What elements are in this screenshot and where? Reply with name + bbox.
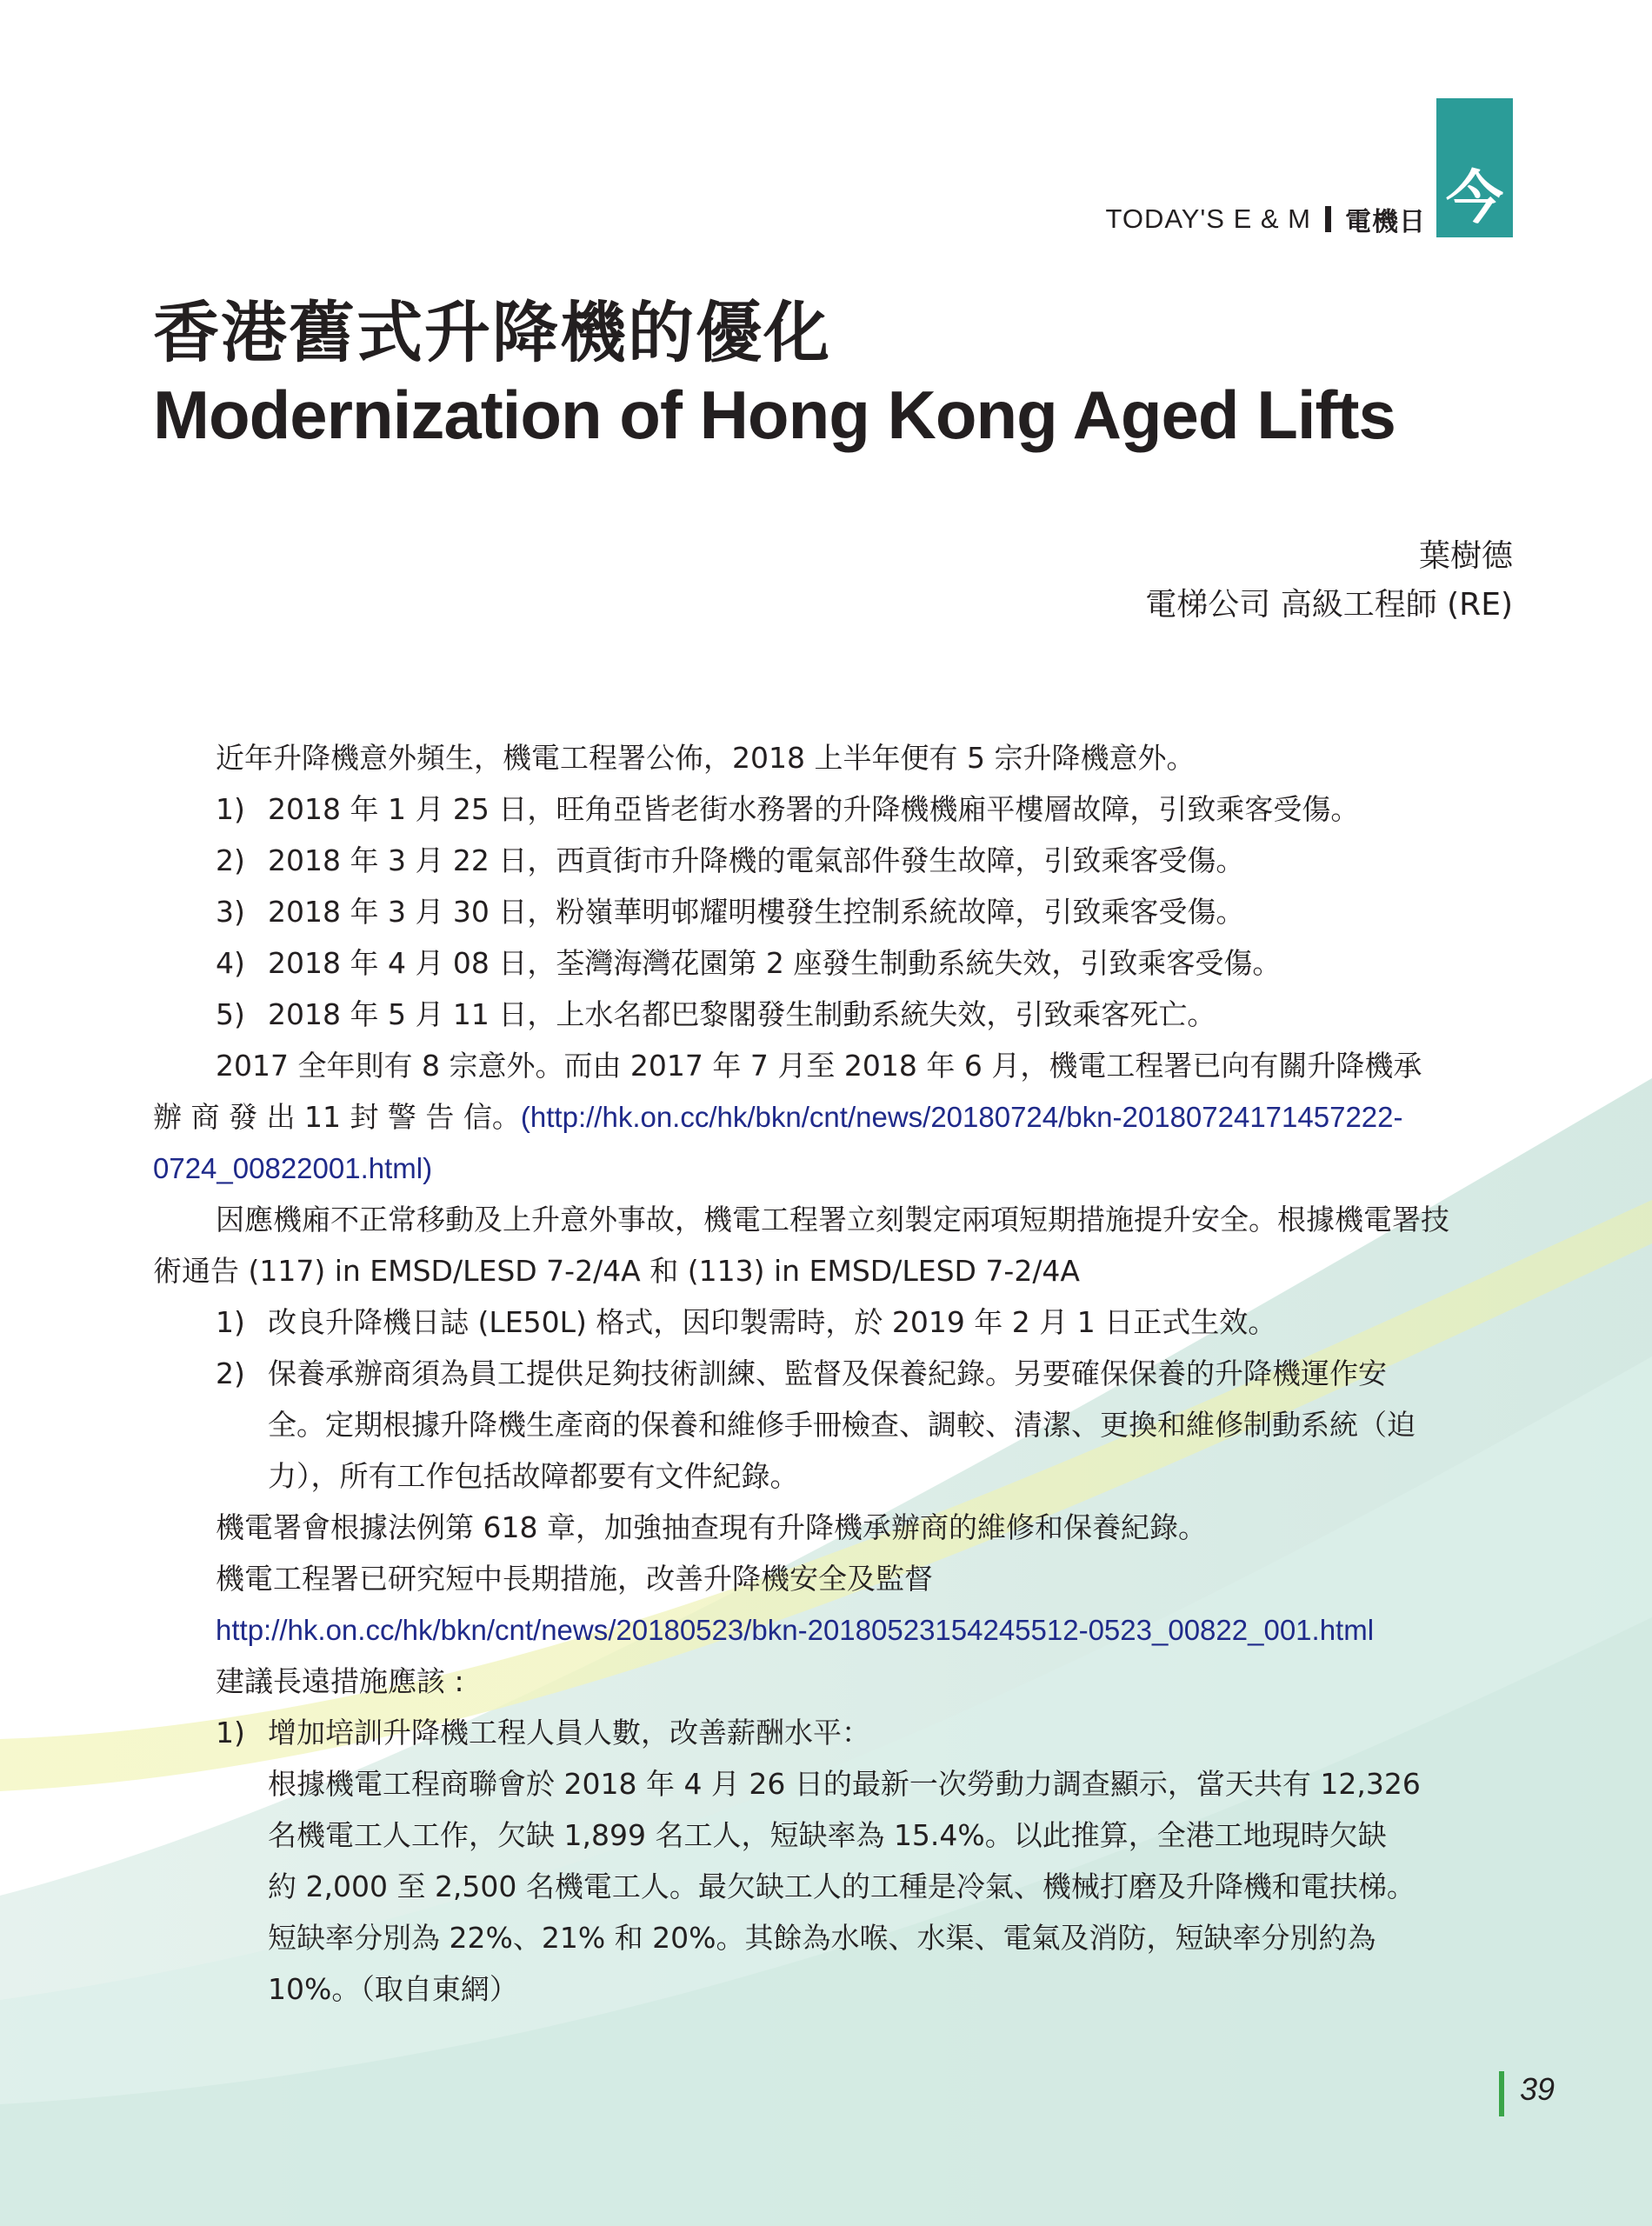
incident-item: 1) 2018 年 1 月 25 日，旺角亞皆老街水務署的升降機機廂平樓層故障，引致乘客受傷。 — [216, 792, 1360, 826]
measure-item: 1) 改良升降機日誌 (LE50L) 格式，因印製需時，於 2019 年 2 月 1 日正式生效。 — [216, 1305, 1277, 1339]
header-divider — [1325, 206, 1331, 232]
long-term-detail-line: 名機電工人工作，欠缺 1,899 名工人，短缺率為 15.4%。以此推算，全港工地現時欠缺 — [268, 1818, 1387, 1852]
article-title-en: Modernization of Hong Kong Aged Lifts — [153, 377, 1396, 453]
long-term-detail-line: 10%。（取自東網） — [268, 1972, 518, 2006]
incident-item: 4) 2018 年 4 月 08 日，荃灣海灣花園第 2 座發生制動系統失效，引致乘客受傷。 — [216, 946, 1282, 980]
paragraph-3-line-2: 術通告 (117) in EMSD/LESD 7-2/4A 和 (113) in EMSD/LESD 7-2/4A — [153, 1254, 1081, 1288]
long-term-detail-line: 短缺率分別為 22%、21% 和 20%。其餘為水喉、水渠、電氣及消防，短缺率分別約為 — [268, 1921, 1376, 1955]
paragraph-5: 機電工程署已研究短中長期措施，改善升降機安全及監督 — [216, 1562, 933, 1596]
section-tab-glyph: 今 — [1446, 164, 1503, 231]
page-number-bar — [1499, 2071, 1504, 2116]
incident-item: 3) 2018 年 3 月 30 日，粉嶺華明邨耀明樓發生控制系統故障，引致乘客受傷。 — [216, 895, 1245, 929]
intro-paragraph: 近年升降機意外頻生，機電工程署公佈，2018 上半年便有 5 宗升降機意外。 — [216, 741, 1196, 775]
news-link-1[interactable]: (http://hk.on.cc/hk/bkn/cnt/news/20180724/bkn-20180724171457222- — [520, 1101, 1403, 1133]
paragraph-2-line-2: 辦 商 發 出 11 封 警 告 信。(http://hk.on.cc/hk/bkn/cnt/news/20180724/bkn-20180724171457222- — [153, 1100, 1403, 1134]
paragraph-3-line-1: 因應機廂不正常移動及上升意外事故，機電工程署立刻製定兩項短期措施提升安全。根據機電署技 — [216, 1203, 1449, 1236]
news-link-2[interactable]: http://hk.on.cc/hk/bkn/cnt/news/20180523/bkn-20180523154245512-0523_00822_001.html — [216, 1614, 1375, 1646]
measure-item-continued: 全。定期根據升降機生產商的保養和維修手冊檢查、調較、清潔、更換和維修制動系統（迫 — [268, 1408, 1416, 1442]
section-label: TODAY'S E & M — [1105, 203, 1311, 234]
paragraph-2-line-1: 2017 全年則有 8 宗意外。而由 2017 年 7 月至 2018 年 6 月，機電工程署已向有關升降機承 — [216, 1049, 1422, 1083]
running-header — [1105, 202, 1426, 237]
paragraph-4: 機電署會根據法例第 618 章，加強抽查現有升降機承辦商的維修和保養紀錄。 — [216, 1510, 1207, 1544]
article-title-cn: 香港舊式升降機的優化 — [153, 294, 831, 371]
section-tab — [1436, 98, 1513, 237]
incident-item: 5) 2018 年 5 月 11 日，上水名都巴黎閣發生制動系統失效，引致乘客死亡。 — [216, 997, 1216, 1031]
article-body — [153, 732, 1513, 2015]
news-link-1-continued[interactable]: 0724_00822001.html) — [153, 1152, 433, 1184]
long-term-detail-line: 約 2,000 至 2,500 名機電工人。最欠缺工人的工種是冷氣、機械打磨及升降機和電扶梯。 — [268, 1869, 1416, 1903]
long-term-item: 1) 增加培訓升降機工程人員人數，改善薪酬水平： — [216, 1716, 870, 1749]
author-role: 電梯公司 高級工程師 (RE) — [1145, 587, 1513, 623]
author-block — [1145, 532, 1513, 630]
page-number: 39 — [1520, 2071, 1555, 2107]
measure-item-continued: 力），所有工作包括故障都要有文件紀錄。 — [268, 1459, 799, 1493]
measure-item: 2) 保養承辦商須為員工提供足夠技術訓練、監督及保養紀錄。另要確保保養的升降機運作安 — [216, 1356, 1387, 1390]
paragraph-6: 建議長遠措施應該 : — [216, 1664, 464, 1698]
long-term-detail-line: 根據機電工程商聯會於 2018 年 4 月 26 日的最新一次勞動力調查顯示，當天共有 12,326 — [268, 1767, 1421, 1801]
incident-item: 2) 2018 年 3 月 22 日，西貢街市升降機的電氣部件發生故障，引致乘客受傷。 — [216, 843, 1245, 877]
author-name: 葉樹德 — [1418, 538, 1513, 574]
section-label-cn: 電機日 — [1345, 207, 1426, 237]
